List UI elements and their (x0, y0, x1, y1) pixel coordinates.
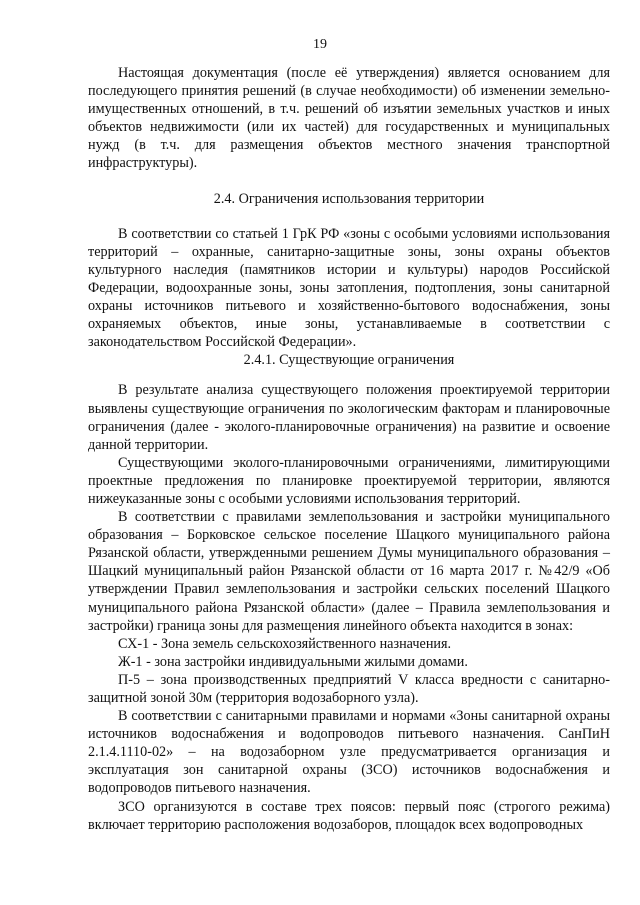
paragraph-grk-article: В соответствии со статьей 1 ГрК РФ «зоны с особыми условиями использования территорий – охранные, санитарно-защитные зоны, зоны охраны объектов культурного наследия (памятников истории и культуры) народов Российской Федерации, водоохранные зоны, зоны затопления, подтопления, зоны санитарной охраны источников питьевого и хозяйственно-бытового водоснабжения, зоны охраняемых объектов, иные зоны, устанавливаемые в соответствии с законодательством Российской Федерации». (88, 225, 610, 351)
paragraph-sanitary-rules: В соответствии с санитарными правилами и нормами «Зоны санитарной охраны источников водоснабжения и водопроводов питьевого назначения. СанПиН 2.1.4.1110-02» – на водозаборном узле предусматривается организация и эксплуатация зон санитарной охраны (ЗСО) источников водоснабжения и водопроводов питьевого назначения. (88, 708, 610, 797)
paragraph-zso-belts: ЗСО организуются в составе трех поясов: первый пояс (строгого режима) включает территорию расположения водозаборов, площадок всех водопроводных (88, 798, 610, 833)
paragraph-land-use-rules: В соответствии с правилами землепользования и застройки муниципального образования – Борковское сельское поселение Шацкого муниципального района Рязанской области, утвержденными решением Думы муниципального образования – Шацкий муниципальный район Рязанской области от 16 марта 2017 г. №42/9 «Об утверждении Правил землепользования и застройки сельских поселений Шацкого муниципального района Рязанской области» (далее – Правила землепользования и застройки) граница зоны для размещения линейного объекта находится в зонах: (88, 509, 610, 634)
paragraph-documentation-basis: Настоящая документация (после её утверждения) является основанием для последующего принятия решений (в случае необходимости) об изменении земельно-имущественных отношений, в т.ч. решений об изъятии земельных участков и иных объектов недвижимости (или их частей) для государственных и муниципальных нужд (в т.ч. для размещения объектов местного значения транспортной инфраструктуры). (88, 65, 610, 172)
document-body (88, 64, 610, 834)
paragraph-zone-sh1: СХ-1 - Зона земель сельскохозяйственного назначения. (118, 635, 452, 652)
paragraph-analysis-results: В результате анализа существующего положения проектируемой территории выявлены существующие ограничения по экологическим факторам и планировочные ограничения (далее - эколого-планировочные ограничения) на развитие и освоение данной территории. (88, 382, 610, 453)
section-heading-restrictions: 2.4. Ограничения использования территории (213, 190, 485, 207)
paragraph-eco-planning-limits: Существующими эколого-планировочными ограничениями, лимитирующими проектные предложения по планировке проектируемой территории, являются нижеуказанные зоны с особыми условиями использования территорий. (88, 454, 610, 507)
page-number: 19 (313, 37, 327, 52)
subsection-heading-existing-restrictions: 2.4.1. Существующие ограничения (243, 352, 455, 369)
paragraph-zone-zh1: Ж-1 - зона застройки индивидуальными жилыми домами. (118, 653, 468, 670)
paragraph-zone-p5: П-5 – зона производственных предприятий V класса вредности с санитарно-защитной зоной 30м (территория водозаборного узла). (88, 671, 610, 706)
